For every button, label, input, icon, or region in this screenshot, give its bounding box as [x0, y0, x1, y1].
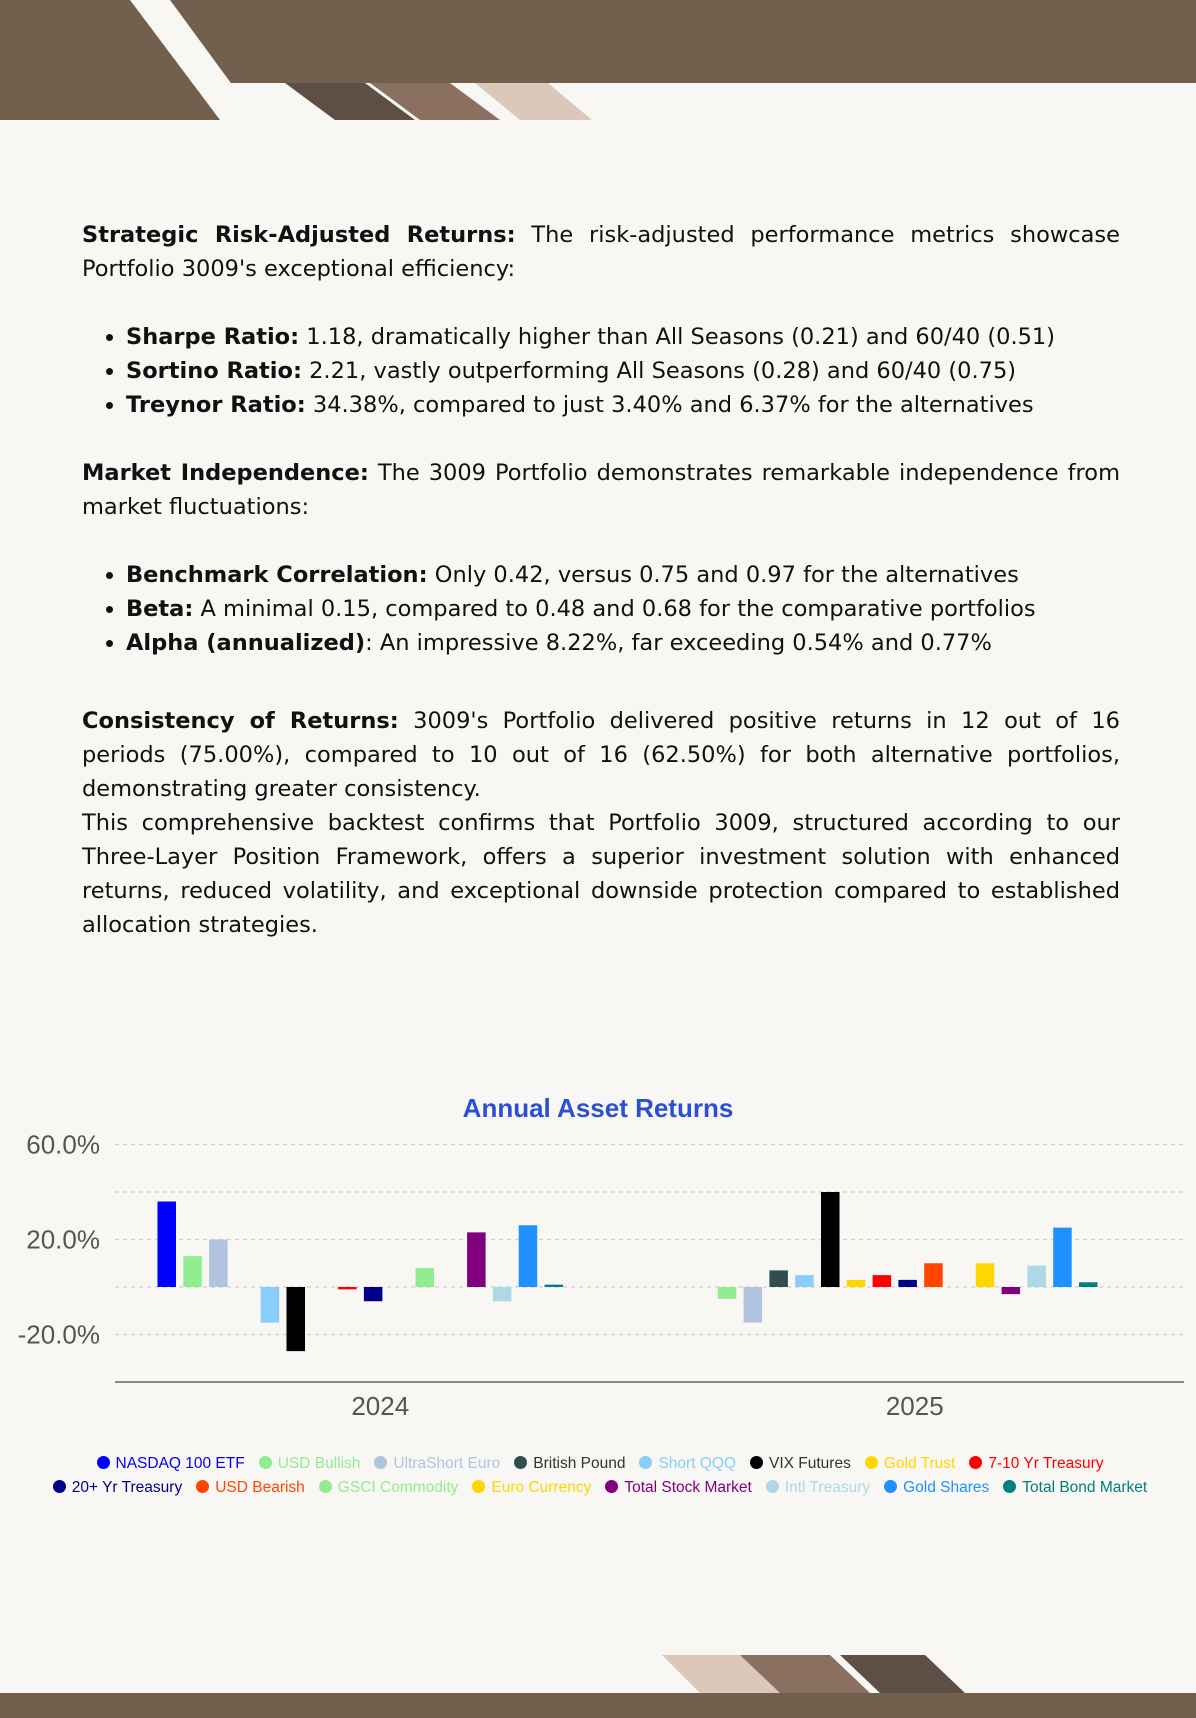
list-item: • Treynor Ratio: 34.38%, compared to just 3.40% and 6.37% for the alternatives	[126, 388, 1120, 422]
consistency-section	[82, 704, 1120, 942]
legend-item[interactable]	[97, 1452, 245, 1476]
bar	[769, 1270, 788, 1287]
risk-adjusted-section	[82, 218, 1120, 422]
bar	[1027, 1266, 1046, 1287]
bar	[898, 1280, 917, 1287]
legend-label: UltraShort Euro	[393, 1455, 501, 1472]
legend-label: Intl Treasury	[784, 1479, 871, 1496]
bar	[183, 1256, 202, 1287]
legend-item[interactable]	[319, 1476, 459, 1500]
bar	[795, 1275, 814, 1287]
legend-label: 7-10 Yr Treasury	[988, 1455, 1104, 1472]
chart-legend	[40, 1452, 1160, 1500]
legend-dot-icon	[53, 1480, 66, 1493]
market-independence-heading: Market Independence:	[82, 460, 369, 486]
legend-label: Euro Currency	[491, 1479, 592, 1496]
legend-label: USD Bullish	[277, 1455, 361, 1472]
legend-dot-icon	[605, 1480, 618, 1493]
legend-dot-icon	[750, 1456, 763, 1469]
bar	[287, 1287, 306, 1351]
bar	[364, 1287, 383, 1301]
legend-label: Gold Trust	[883, 1455, 956, 1472]
risk-adjusted-paragraph: Strategic Risk-Adjusted Returns: The risk-adjusted performance metrics showcase Portfolio 3009's exceptional efficiency:	[82, 222, 1120, 282]
list-item: • Alpha (annualized): An impressive 8.22%, far exceeding 0.54% and 0.77%	[126, 626, 1120, 660]
bar	[1079, 1282, 1098, 1287]
y-tick-label: 20.0%	[26, 1224, 100, 1255]
bar	[519, 1225, 538, 1287]
legend-item[interactable]	[865, 1452, 956, 1476]
legend-item[interactable]	[884, 1476, 989, 1500]
legend-item[interactable]	[259, 1452, 361, 1476]
legend-item[interactable]	[639, 1452, 736, 1476]
risk-adjusted-heading: Strategic Risk-Adjusted Returns:	[82, 222, 516, 248]
legend-label: 20+ Yr Treasury	[71, 1479, 183, 1496]
bar	[873, 1275, 892, 1287]
legend-item[interactable]	[766, 1476, 870, 1500]
legend-dot-icon	[884, 1480, 897, 1493]
legend-dot-icon	[514, 1456, 527, 1469]
bar	[545, 1285, 564, 1287]
legend-label: Short QQQ	[658, 1455, 736, 1472]
chart-title: Annual Asset Returns	[462, 1093, 734, 1123]
bar	[718, 1287, 737, 1299]
legend-dot-icon	[639, 1456, 652, 1469]
market-independence-paragraph: Market Independence: The 3009 Portfolio demonstrates remarkable independence from market fluctuations:	[82, 460, 1120, 520]
bar	[847, 1280, 866, 1287]
bar	[416, 1268, 435, 1287]
y-tick-label: 60.0%	[26, 1129, 100, 1160]
y-tick-label: -20.0%	[17, 1319, 100, 1350]
legend-dot-icon	[319, 1480, 332, 1493]
risk-metrics-list	[82, 320, 1120, 422]
legend-dot-icon	[969, 1456, 982, 1469]
legend-label: British Pound	[533, 1455, 626, 1472]
conclusion-paragraph: This comprehensive backtest confirms that Portfolio 3009, structured according to our Three-Layer Position Framework, offers a superior investment solution with enhanced returns, reduced volatility, and exceptional downside protection compared to established allocation strategies.	[82, 810, 1120, 938]
legend-label: NASDAQ 100 ETF	[115, 1455, 245, 1472]
market-independence-section	[82, 456, 1120, 660]
consistency-heading: Consistency of Returns:	[82, 708, 399, 734]
annual-returns-chart	[0, 1120, 1196, 1445]
x-tick-label: 2024	[351, 1391, 410, 1421]
legend-item[interactable]	[1003, 1476, 1147, 1500]
legend-item[interactable]	[196, 1476, 305, 1500]
legend-item[interactable]	[53, 1476, 182, 1500]
bar	[261, 1287, 280, 1323]
legend-label: GSCI Commodity	[337, 1479, 459, 1496]
bar	[976, 1263, 995, 1287]
list-item: • Benchmark Correlation: Only 0.42, versus 0.75 and 0.97 for the alternatives	[126, 558, 1120, 592]
bar	[821, 1192, 840, 1287]
independence-metrics-list	[82, 558, 1120, 660]
bar	[924, 1263, 943, 1287]
legend-item[interactable]	[605, 1476, 752, 1500]
legend-dot-icon	[259, 1456, 272, 1469]
bar	[338, 1287, 357, 1289]
consistency-paragraph: Consistency of Returns: 3009's Portfolio delivered positive returns in 12 out of 16 periods (75.00%), compared to 10 out of 16 (62.50%) for both alternative portfolios, demonstrating greater consistency.	[82, 708, 1120, 802]
legend-label: USD Bearish	[215, 1479, 305, 1496]
legend-label: VIX Futures	[768, 1455, 851, 1472]
legend-label: Total Bond Market	[1022, 1479, 1148, 1496]
legend-dot-icon	[1003, 1480, 1016, 1493]
bar	[744, 1287, 763, 1323]
bar	[1053, 1228, 1072, 1287]
header-decoration	[0, 0, 1196, 125]
list-item: • Beta: A minimal 0.15, compared to 0.48 and 0.68 for the comparative portfolios	[126, 592, 1120, 626]
legend-dot-icon	[766, 1480, 779, 1493]
legend-dot-icon	[196, 1480, 209, 1493]
legend-item[interactable]	[374, 1452, 500, 1476]
legend-item[interactable]	[969, 1452, 1103, 1476]
legend-dot-icon	[374, 1456, 387, 1469]
list-item: • Sharpe Ratio: 1.18, dramatically higher than All Seasons (0.21) and 60/40 (0.51)	[126, 320, 1120, 354]
legend-dot-icon	[865, 1456, 878, 1469]
x-tick-label: 2025	[885, 1391, 944, 1421]
list-item: • Sortino Ratio: 2.21, vastly outperforming All Seasons (0.28) and 60/40 (0.75)	[126, 354, 1120, 388]
legend-item[interactable]	[472, 1476, 591, 1500]
bar	[158, 1202, 177, 1288]
bar	[493, 1287, 512, 1301]
bar	[467, 1232, 486, 1287]
legend-label: Gold Shares	[903, 1479, 990, 1496]
bar	[1002, 1287, 1021, 1294]
legend-item[interactable]	[750, 1452, 851, 1476]
legend-label: Total Stock Market	[624, 1479, 752, 1496]
legend-dot-icon	[472, 1480, 485, 1493]
bar	[209, 1240, 228, 1288]
legend-item[interactable]	[514, 1452, 625, 1476]
legend-dot-icon	[97, 1456, 110, 1469]
